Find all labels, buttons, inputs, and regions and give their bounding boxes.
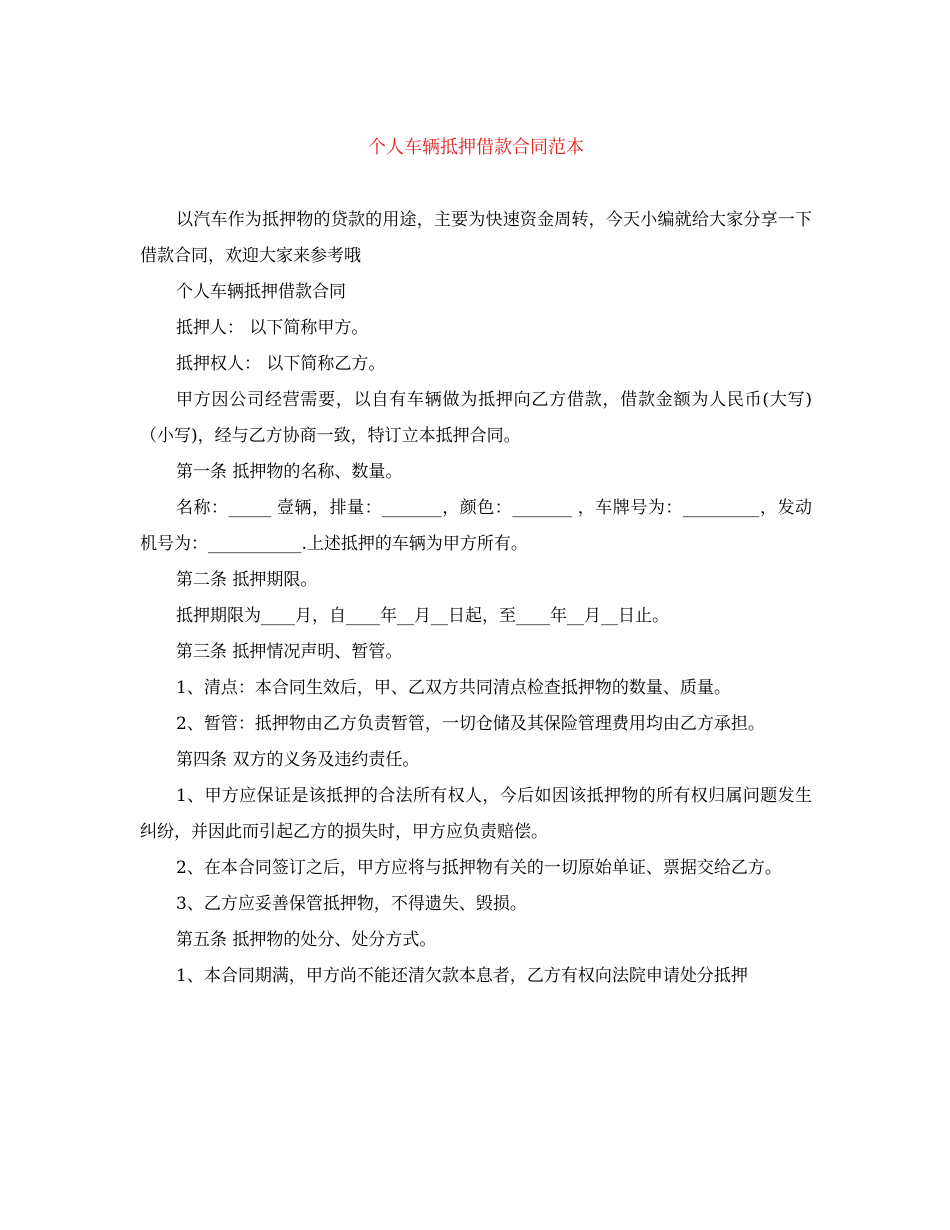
paragraph-article-1-detail: 名称：_____ 壹辆，排量：_______，颜色：_______ ，车牌号为：_________，发动机号为：___________.上述抵押的车辆为甲方所有。 bbox=[140, 498, 812, 554]
paragraph-article-4: 第四条 双方的义务及违约责任。 bbox=[176, 750, 420, 770]
paragraph-article-5: 第五条 抵押物的处分、处分方式。 bbox=[176, 930, 437, 950]
document-page bbox=[140, 0, 812, 1230]
paragraph-article-3-item-1: 1、清点：本合同生效后，甲、乙双方共同清点检查抵押物的数量、质量。 bbox=[176, 678, 731, 698]
document-body bbox=[140, 202, 812, 994]
paragraph-article-2: 第二条 抵押期限。 bbox=[176, 570, 318, 590]
paragraph-contract-name: 个人车辆抵押借款合同 bbox=[176, 282, 346, 302]
paragraph-article-4-item-3: 3、乙方应妥善保管抵押物，不得遗失、毁损。 bbox=[176, 894, 527, 914]
paragraph-mortgagee: 抵押权人： 以下简称乙方。 bbox=[176, 354, 386, 374]
paragraph-article-1: 第一条 抵押物的名称、数量。 bbox=[176, 462, 403, 482]
paragraph-article-2-detail: 抵押期限为____月，自____年__月__日起，至____年__月__日止。 bbox=[176, 606, 669, 626]
paragraph-article-5-item-1: 1、本合同期满，甲方尚不能还清欠款本息者，乙方有权向法院申请处分抵押 bbox=[176, 966, 748, 986]
document-title: 个人车辆抵押借款合同范本 bbox=[368, 137, 584, 158]
paragraph-article-3: 第三条 抵押情况声明、暂管。 bbox=[176, 642, 403, 662]
paragraph-preamble: 甲方因公司经营需要，以自有车辆做为抵押向乙方借款，借款金额为人民币(大写)（小写)，经与乙方协商一致，特订立本抵押合同。 bbox=[140, 390, 812, 446]
paragraph-article-4-item-1: 1、甲方应保证是该抵押的合法所有权人，今后如因该抵押物的所有权归属问题发生纠纷，并因此而引起乙方的损失时，甲方应负责赔偿。 bbox=[140, 786, 812, 842]
paragraph-article-3-item-2: 2、暂管：抵押物由乙方负责暂管，一切仓储及其保险管理费用均由乙方承担。 bbox=[176, 714, 765, 734]
paragraph-intro: 以汽车作为抵押物的贷款的用途，主要为快速资金周转，今天小编就给大家分享一下借款合同，欢迎大家来参考哦 bbox=[140, 210, 812, 266]
paragraph-mortgagor: 抵押人： 以下简称甲方。 bbox=[176, 318, 369, 338]
paragraph-article-4-item-2: 2、在本合同签订之后，甲方应将与抵押物有关的一切原始单证、票据交给乙方。 bbox=[176, 858, 782, 878]
